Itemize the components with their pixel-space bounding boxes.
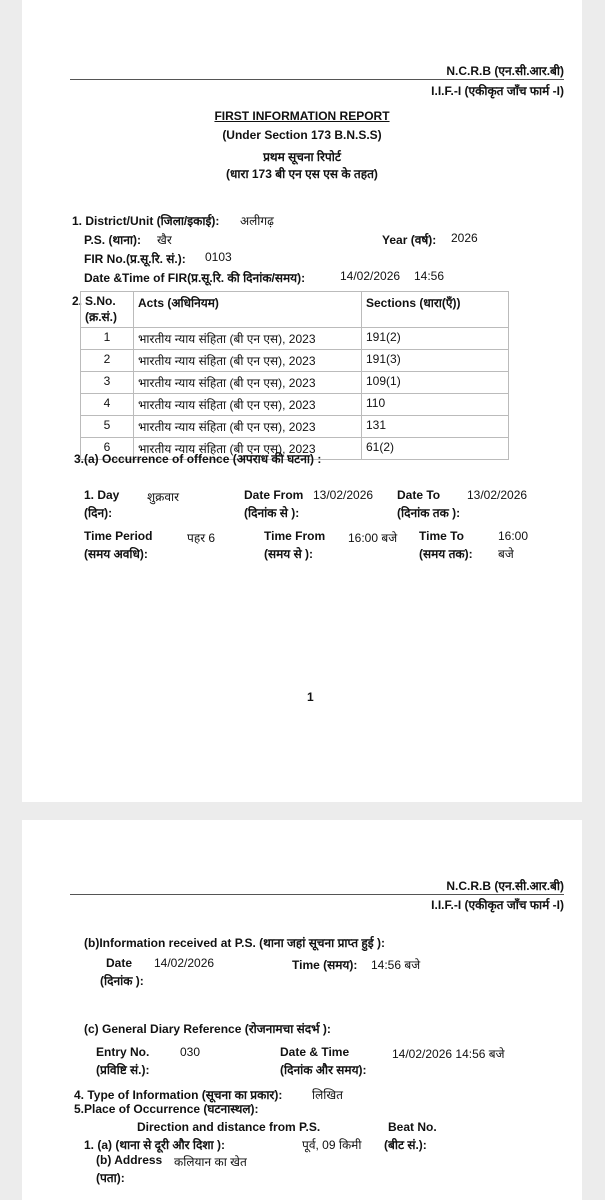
fir-page-2 <box>22 820 582 1200</box>
sno-header-label-hindi: (क्र.सं.) <box>85 310 117 324</box>
place-of-occurrence-label: 5.Place of Occurrence (घटनास्थल): <box>74 1102 259 1116</box>
sections-header: Sections (धारा(एँ)) <box>362 292 509 328</box>
section-cell: 131 <box>362 416 509 438</box>
sno-header-label: S.No. <box>85 294 116 308</box>
fir-page-1 <box>22 0 582 802</box>
address-value: कलियान का खेत <box>174 1155 247 1169</box>
ncrb-header: N.C.R.B (एन.सी.आर.बी) <box>446 879 564 893</box>
report-title: FIRST INFORMATION REPORT <box>214 109 390 123</box>
table-row <box>81 372 509 394</box>
info-time-value: 14:56 बजे <box>371 958 421 972</box>
act-cell: भारतीय न्याय संहिता (बी एन एस), 2023 <box>134 350 362 372</box>
act-cell: भारतीय न्याय संहिता (बी एन एस), 2023 <box>134 372 362 394</box>
date-from-value: 13/02/2026 <box>313 488 374 502</box>
date-to-label: Date To <box>397 488 441 502</box>
sno-cell: 2 <box>81 350 134 372</box>
type-of-information-value: लिखित <box>312 1088 344 1102</box>
table-row <box>81 328 509 350</box>
day-label-hindi: (दिन): <box>84 506 113 520</box>
time-period-value: पहर 6 <box>187 531 216 545</box>
sno-cell: 3 <box>81 372 134 394</box>
date-to-label-hindi: (दिनांक तक ): <box>397 506 461 520</box>
fir-date-label: Date &Time of FIR(प्र.सू.रि. की दिनांक/समय): <box>84 271 306 285</box>
acts-table <box>80 291 509 460</box>
ps-value: खैर <box>157 233 172 247</box>
sno-cell: 5 <box>81 416 134 438</box>
time-from-label: Time From <box>264 529 326 543</box>
sno-cell: 4 <box>81 394 134 416</box>
section-cell: 191(2) <box>362 328 509 350</box>
header-rule <box>70 894 564 895</box>
info-date-value: 14/02/2026 <box>154 956 215 970</box>
occurrence-heading: 3.(a) Occurrence of offence (अपराध की घटना) : <box>74 452 322 466</box>
beat-no-label-hindi: (बीट सं.): <box>384 1138 427 1152</box>
table-row <box>81 350 509 372</box>
date-from-label: Date From <box>244 488 304 502</box>
entry-no-value: 030 <box>180 1045 201 1059</box>
entry-no-label-hindi: (प्रविष्टि सं.): <box>96 1063 150 1077</box>
section-cell: 191(3) <box>362 350 509 372</box>
fir-no-label: FIR No.(प्र.सू.रि. सं.): <box>84 252 186 266</box>
direction-value: पूर्व, 09 किमी <box>302 1138 362 1152</box>
gd-datetime-value: 14/02/2026 14:56 बजे <box>392 1047 505 1061</box>
time-to-suffix: बजे <box>498 547 514 561</box>
acts-table-header <box>81 292 509 328</box>
sno-cell: 6 <box>81 438 134 460</box>
section-cell: 110 <box>362 394 509 416</box>
year-value: 2026 <box>451 231 478 245</box>
info-date-label-hindi: (दिनांक ): <box>100 974 144 988</box>
section-cell: 109(1) <box>362 372 509 394</box>
district-label: 1. District/Unit (जिला/इकाई): <box>72 214 220 228</box>
direction-label: 1. (a) (थाना से दूरी और दिशा ): <box>84 1138 225 1152</box>
time-from-label-hindi: (समय से ): <box>264 547 314 561</box>
report-subtitle: (Under Section 173 B.N.S.S) <box>222 128 382 142</box>
gd-datetime-label: Date & Time <box>280 1045 350 1059</box>
ps-label: P.S. (थाना): <box>84 233 141 247</box>
section-cell: 61(2) <box>362 438 509 460</box>
header-rule <box>70 79 564 80</box>
page-number: 1 <box>307 690 314 704</box>
table-row <box>81 416 509 438</box>
date-to-value: 13/02/2026 <box>467 488 528 502</box>
report-title-hindi: प्रथम सूचना रिपोर्ट <box>263 150 341 164</box>
table-row <box>81 394 509 416</box>
act-cell: भारतीय न्याय संहिता (बी एन एस), 2023 <box>134 416 362 438</box>
acts-section-number: 2. <box>72 294 83 308</box>
fir-date-value: 14/02/2026 <box>340 269 401 283</box>
day-label: 1. Day <box>84 488 120 502</box>
time-to-value: 16:00 <box>498 529 529 543</box>
acts-header: Acts (अधिनियम) <box>134 292 362 328</box>
info-date-label: Date <box>106 956 133 970</box>
direction-distance-heading: Direction and distance from P.S. <box>137 1120 321 1134</box>
sno-header <box>81 292 134 328</box>
info-received-heading: (b)Information received at P.S. (थाना जहां सूचना प्राप्त हुई ): <box>84 936 385 950</box>
report-subtitle-hindi: (धारा 173 बी एन एस एस के तहत) <box>226 167 378 181</box>
act-cell: भारतीय न्याय संहिता (बी एन एस), 2023 <box>134 328 362 350</box>
time-period-label-hindi: (समय अवधि): <box>84 547 148 561</box>
gd-reference-heading: (c) General Diary Reference (रोजनामचा संदर्भ ): <box>84 1022 331 1036</box>
iif-header: I.I.F.-I (एकीकृत जाँच फार्म -I) <box>431 84 564 98</box>
time-from-value: 16:00 बजे <box>348 531 398 545</box>
beat-no-label: Beat No. <box>388 1120 437 1134</box>
year-label: Year (वर्ष): <box>382 233 437 247</box>
act-cell: भारतीय न्याय संहिता (बी एन एस), 2023 <box>134 438 362 460</box>
type-of-information-label: 4. Type of Information (सूचना का प्रकार): <box>74 1088 283 1102</box>
address-label-hindi: (पता): <box>96 1171 125 1185</box>
time-to-label-hindi: (समय तक): <box>419 547 473 561</box>
act-cell: भारतीय न्याय संहिता (बी एन एस), 2023 <box>134 394 362 416</box>
info-time-label: Time (समय): <box>292 958 358 972</box>
address-label: (b) Address <box>96 1153 163 1167</box>
sno-cell: 1 <box>81 328 134 350</box>
fir-no-value: 0103 <box>205 250 232 264</box>
time-period-label: Time Period <box>84 529 153 543</box>
time-to-label: Time To <box>419 529 464 543</box>
date-from-label-hindi: (दिनांक से ): <box>244 506 300 520</box>
district-value: अलीगढ़ <box>240 214 274 228</box>
gd-datetime-label-hindi: (दिनांक और समय): <box>280 1063 367 1077</box>
entry-no-label: Entry No. <box>96 1045 150 1059</box>
iif-header: I.I.F.-I (एकीकृत जाँच फार्म -I) <box>431 898 564 912</box>
ncrb-header: N.C.R.B (एन.सी.आर.बी) <box>446 64 564 78</box>
day-value: शुक्रवार <box>147 490 180 504</box>
fir-time-value: 14:56 <box>414 269 445 283</box>
